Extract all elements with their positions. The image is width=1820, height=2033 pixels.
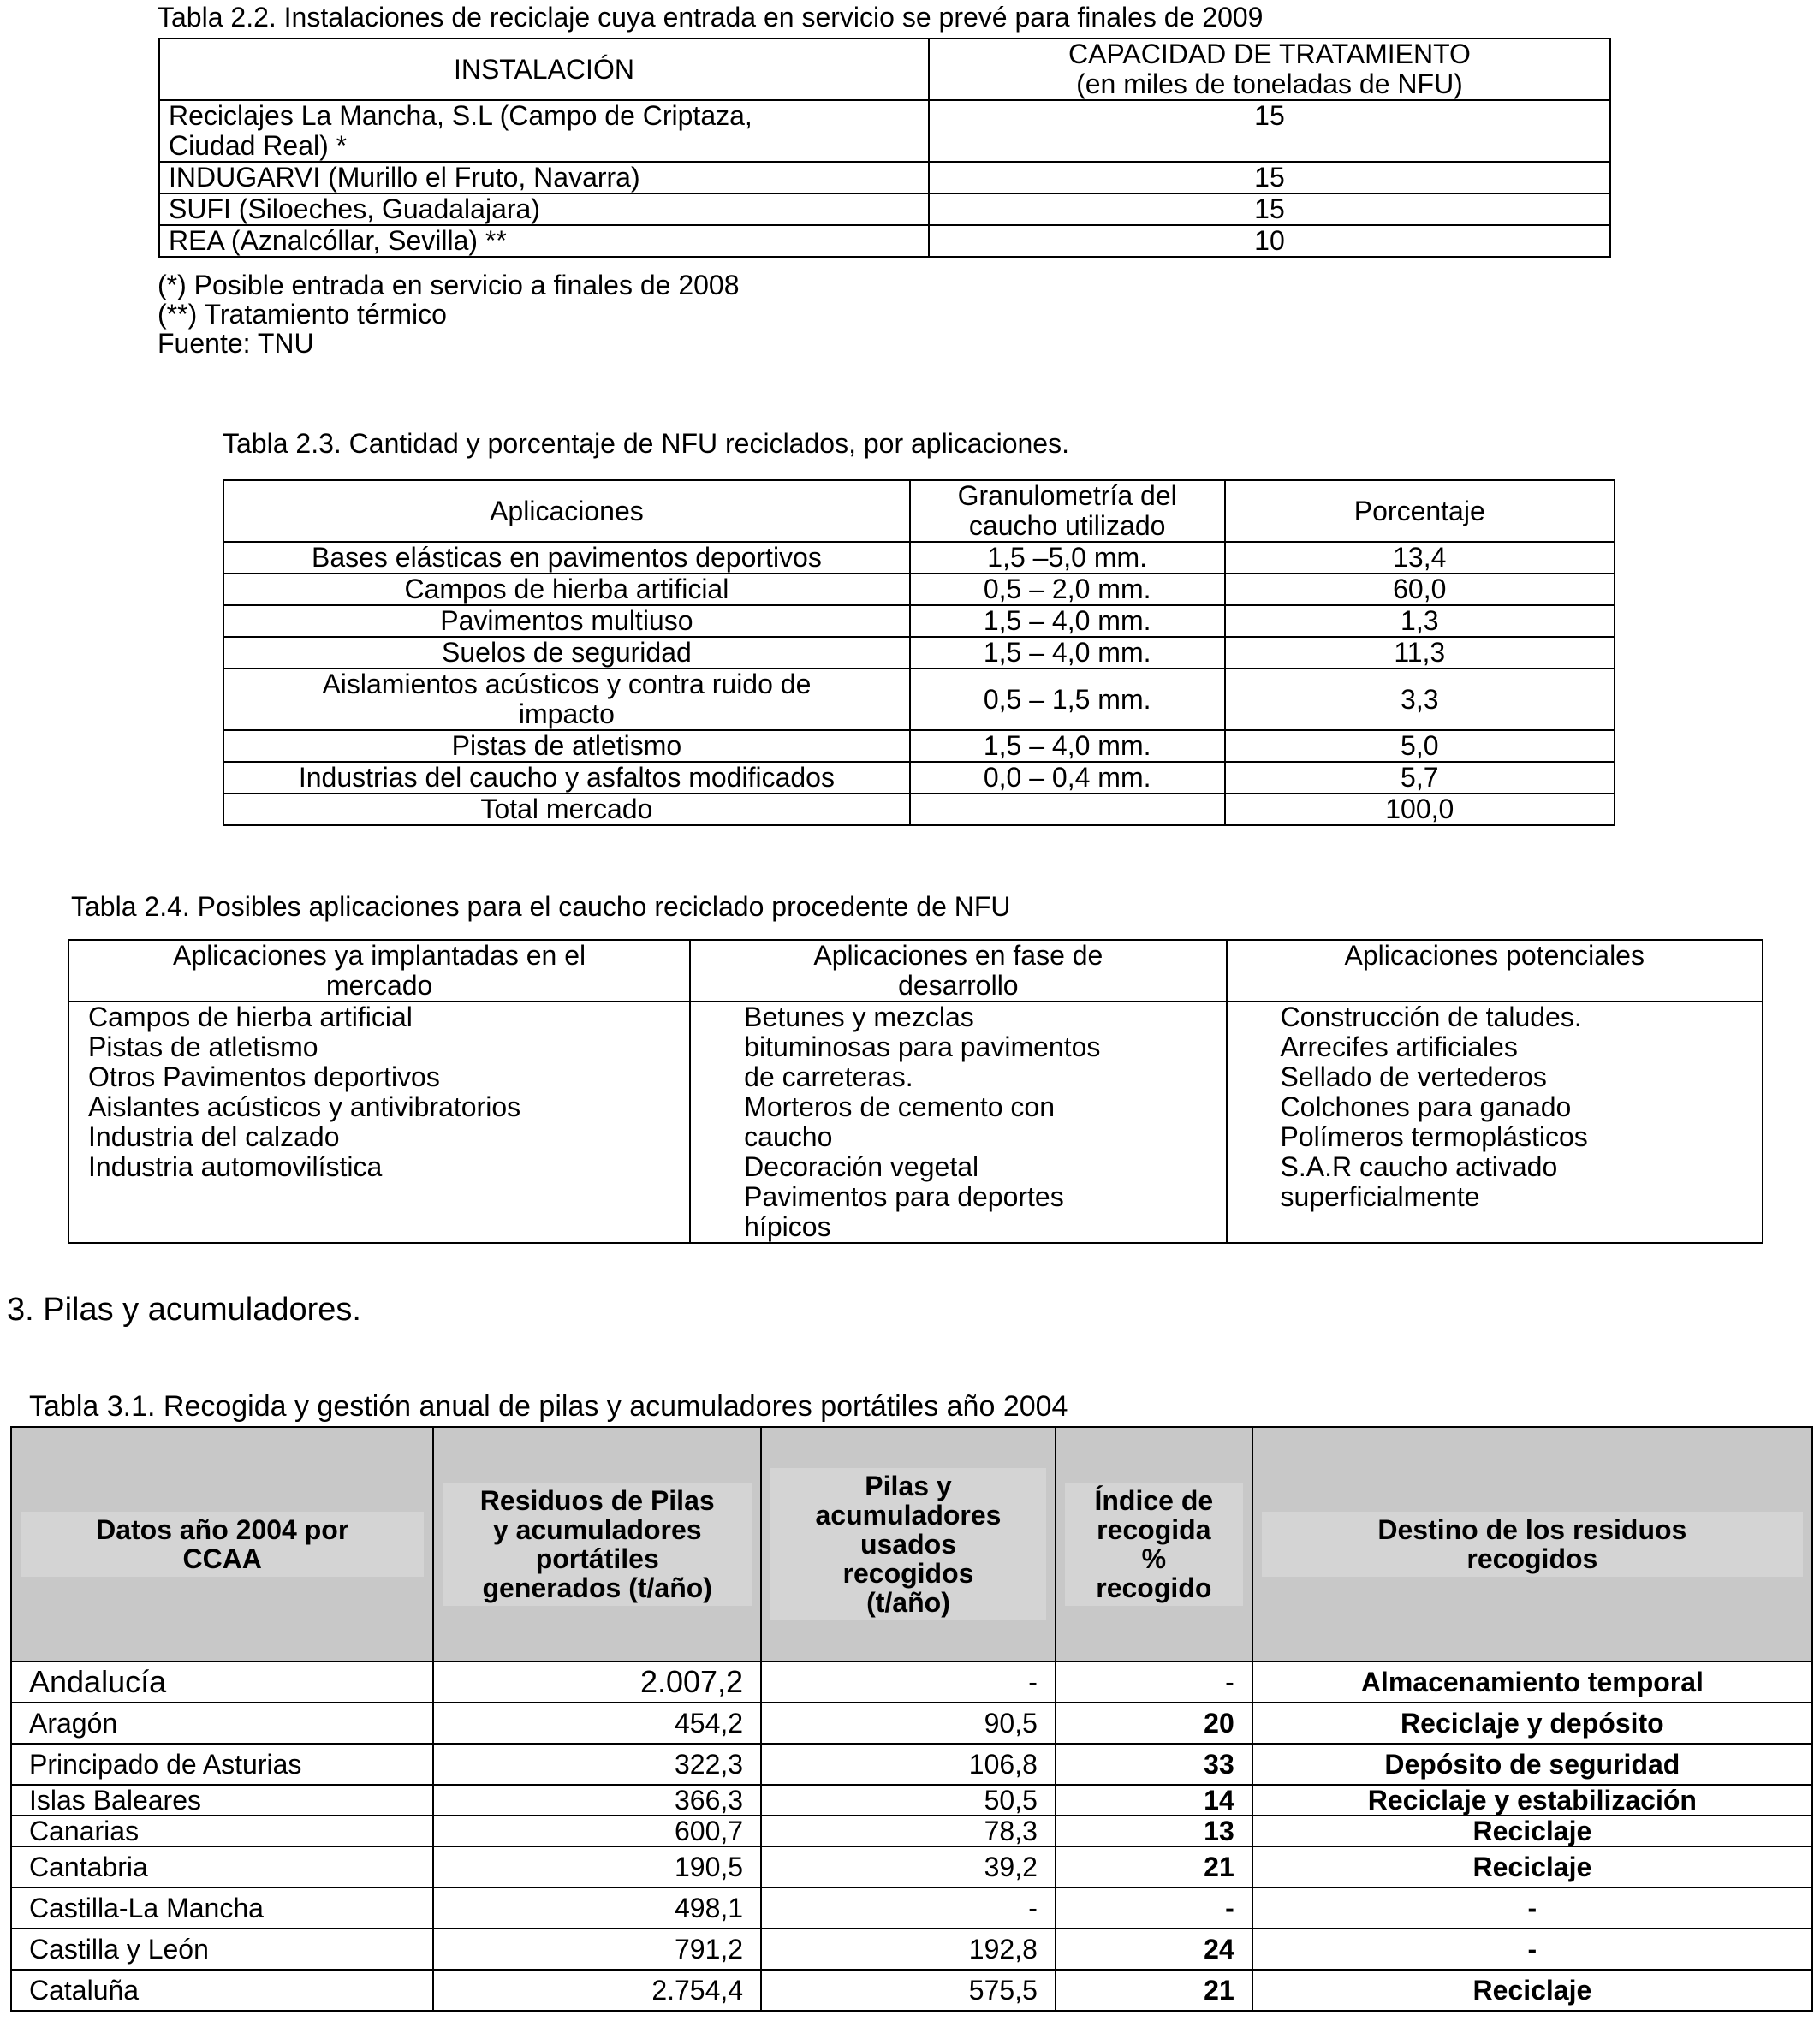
ccaa-cell: Castilla y León (11, 1929, 433, 1970)
table-row (11, 1846, 1812, 1887)
table-row (68, 1002, 1763, 1243)
table-row (159, 162, 1610, 193)
ccaa-cell: Canarias (11, 1816, 433, 1846)
collected-cell: 78,3 (761, 1816, 1056, 1846)
ccaa-cell: Cataluña (11, 1970, 433, 2011)
header-index: Índice de recogida % recogido (1056, 1427, 1252, 1661)
table-row (11, 1703, 1812, 1744)
table-header-row (223, 480, 1615, 542)
potential-list: Construcción de taludes. Arrecifes artificiales Sellado de vertederos Colchones para ganado Polímeros termoplásticos S.A.R caucho activado superficialmente (1227, 1002, 1763, 1243)
application-cell: Campos de hierba artificial (223, 574, 910, 605)
ccaa-cell: Aragón (11, 1703, 433, 1744)
table-row (11, 1661, 1812, 1703)
generated-cell: 498,1 (433, 1887, 761, 1929)
header-development: Aplicaciones en fase de desarrollo (690, 940, 1226, 1002)
table-row (11, 1816, 1812, 1846)
capacity-cell: 15 (929, 162, 1610, 193)
table-row (11, 1785, 1812, 1816)
index-cell: 14 (1056, 1785, 1252, 1816)
granulometry-cell: 0,0 – 0,4 mm. (910, 762, 1225, 794)
table-row (11, 1887, 1812, 1929)
index-cell: - (1056, 1887, 1252, 1929)
collected-cell: 575,5 (761, 1970, 1056, 2011)
table-row (223, 542, 1615, 574)
application-cell: Total mercado (223, 794, 910, 825)
generated-cell: 2.007,2 (433, 1661, 761, 1703)
index-cell: 21 (1056, 1970, 1252, 2011)
generated-cell: 2.754,4 (433, 1970, 761, 2011)
installation-cell: INDUGARVI (Murillo el Fruto, Navarra) (159, 162, 929, 193)
header-destination: Destino de los residuos recogidos (1252, 1427, 1812, 1661)
table-2-3-caption: Tabla 2.3. Cantidad y porcentaje de NFU reciclados, por aplicaciones. (223, 428, 1069, 459)
installation-cell: SUFI (Siloeches, Guadalajara) (159, 193, 929, 225)
ccaa-cell: Islas Baleares (11, 1785, 433, 1816)
ccaa-cell: Principado de Asturias (11, 1744, 433, 1785)
collected-cell: - (761, 1887, 1056, 1929)
table-header-row (68, 940, 1763, 1002)
table-2-4-caption: Tabla 2.4. Posibles aplicaciones para el caucho reciclado procedente de NFU (71, 891, 1011, 922)
collected-cell: 50,5 (761, 1785, 1056, 1816)
table-row (223, 794, 1615, 825)
table-2-2 (158, 38, 1611, 258)
percentage-cell: 1,3 (1225, 605, 1615, 637)
ccaa-cell: Andalucía (11, 1661, 433, 1703)
table-2-3 (223, 479, 1615, 826)
destination-cell: Almacenamiento temporal (1252, 1661, 1812, 1703)
collected-cell: 90,5 (761, 1703, 1056, 1744)
header-installation: INSTALACIÓN (159, 39, 929, 100)
table-2-4 (68, 939, 1763, 1244)
percentage-cell: 11,3 (1225, 637, 1615, 669)
generated-cell: 600,7 (433, 1816, 761, 1846)
header-capacity: CAPACIDAD DE TRATAMIENTO (en miles de toneladas de NFU) (929, 39, 1610, 100)
table-row (223, 730, 1615, 762)
header-implemented: Aplicaciones ya implantadas en el mercado (68, 940, 690, 1002)
table-row (223, 669, 1615, 730)
capacity-cell: 15 (929, 100, 1610, 162)
table-row (11, 1970, 1812, 2011)
table-row (159, 193, 1610, 225)
index-cell: - (1056, 1661, 1252, 1703)
destination-cell: Reciclaje y depósito (1252, 1703, 1812, 1744)
index-cell: 33 (1056, 1744, 1252, 1785)
granulometry-cell: 1,5 –5,0 mm. (910, 542, 1225, 574)
application-cell: Aislamientos acústicos y contra ruido de impacto (223, 669, 910, 730)
note-line: (**) Tratamiento térmico (158, 299, 447, 330)
granulometry-cell: 1,5 – 4,0 mm. (910, 637, 1225, 669)
percentage-cell: 60,0 (1225, 574, 1615, 605)
percentage-cell: 3,3 (1225, 669, 1615, 730)
generated-cell: 366,3 (433, 1785, 761, 1816)
index-cell: 21 (1056, 1846, 1252, 1887)
table-header-row (159, 39, 1610, 100)
application-cell: Bases elásticas en pavimentos deportivos (223, 542, 910, 574)
generated-cell: 454,2 (433, 1703, 761, 1744)
table-row (159, 100, 1610, 162)
table-row (223, 762, 1615, 794)
application-cell: Pavimentos multiuso (223, 605, 910, 637)
destination-cell: Reciclaje (1252, 1970, 1812, 2011)
percentage-cell: 13,4 (1225, 542, 1615, 574)
granulometry-cell: 1,5 – 4,0 mm. (910, 730, 1225, 762)
section-heading: 3. Pilas y acumuladores. (7, 1292, 361, 1328)
destination-cell: Reciclaje (1252, 1816, 1812, 1846)
note-line: Fuente: TNU (158, 328, 314, 359)
table-row (223, 574, 1615, 605)
collected-cell: 39,2 (761, 1846, 1056, 1887)
application-cell: Industrias del caucho y asfaltos modificados (223, 762, 910, 794)
generated-cell: 322,3 (433, 1744, 761, 1785)
header-percentage: Porcentaje (1225, 480, 1615, 542)
header-collected: Pilas y acumuladores usados recogidos (t/año) (761, 1427, 1056, 1661)
destination-cell: Reciclaje (1252, 1846, 1812, 1887)
application-cell: Suelos de seguridad (223, 637, 910, 669)
capacity-cell: 10 (929, 225, 1610, 257)
header-applications: Aplicaciones (223, 480, 910, 542)
table-row (11, 1929, 1812, 1970)
table-header-row (11, 1427, 1812, 1661)
destination-cell: Depósito de seguridad (1252, 1744, 1812, 1785)
development-list: Betunes y mezclas bituminosas para pavimentos de carreteras. Morteros de cemento con caucho Decoración vegetal Pavimentos para deportes hípicos (690, 1002, 1226, 1243)
table-3-1-caption: Tabla 3.1. Recogida y gestión anual de pilas y acumuladores portátiles año 2004 (29, 1390, 1068, 1423)
granulometry-cell: 1,5 – 4,0 mm. (910, 605, 1225, 637)
table-row (223, 605, 1615, 637)
table-2-2-notes (158, 270, 740, 358)
generated-cell: 791,2 (433, 1929, 761, 1970)
granulometry-cell: 0,5 – 1,5 mm. (910, 669, 1225, 730)
destination-cell: - (1252, 1929, 1812, 1970)
granulometry-cell: 0,5 – 2,0 mm. (910, 574, 1225, 605)
installation-cell: Reciclajes La Mancha, S.L (Campo de Criptaza, Ciudad Real) * (159, 100, 929, 162)
note-line: (*) Posible entrada en servicio a finales de 2008 (158, 270, 740, 300)
header-generated: Residuos de Pilas y acumuladores portátiles generados (t/año) (433, 1427, 761, 1661)
percentage-cell: 5,0 (1225, 730, 1615, 762)
percentage-cell: 5,7 (1225, 762, 1615, 794)
table-2-2-caption: Tabla 2.2. Instalaciones de reciclaje cuya entrada en servicio se prevé para finales de 2009 (158, 2, 1264, 33)
table-row (11, 1744, 1812, 1785)
granulometry-cell (910, 794, 1225, 825)
collected-cell: 192,8 (761, 1929, 1056, 1970)
ccaa-cell: Castilla-La Mancha (11, 1887, 433, 1929)
table-row (159, 225, 1610, 257)
installation-cell: REA (Aznalcóllar, Sevilla) ** (159, 225, 929, 257)
ccaa-cell: Cantabria (11, 1846, 433, 1887)
collected-cell: - (761, 1661, 1056, 1703)
index-cell: 20 (1056, 1703, 1252, 1744)
percentage-cell: 100,0 (1225, 794, 1615, 825)
capacity-cell: 15 (929, 193, 1610, 225)
collected-cell: 106,8 (761, 1744, 1056, 1785)
destination-cell: - (1252, 1887, 1812, 1929)
table-row (223, 637, 1615, 669)
generated-cell: 190,5 (433, 1846, 761, 1887)
index-cell: 13 (1056, 1816, 1252, 1846)
application-cell: Pistas de atletismo (223, 730, 910, 762)
header-granulometry: Granulometría del caucho utilizado (910, 480, 1225, 542)
index-cell: 24 (1056, 1929, 1252, 1970)
table-3-1 (10, 1426, 1813, 2012)
header-ccaa: Datos año 2004 por CCAA (11, 1427, 433, 1661)
header-potential: Aplicaciones potenciales (1227, 940, 1763, 1002)
destination-cell: Reciclaje y estabilización (1252, 1785, 1812, 1816)
implemented-list: Campos de hierba artificial Pistas de atletismo Otros Pavimentos deportivos Aislantes acústicos y antivibratorios Industria del calzado Industria automovilística (68, 1002, 690, 1243)
